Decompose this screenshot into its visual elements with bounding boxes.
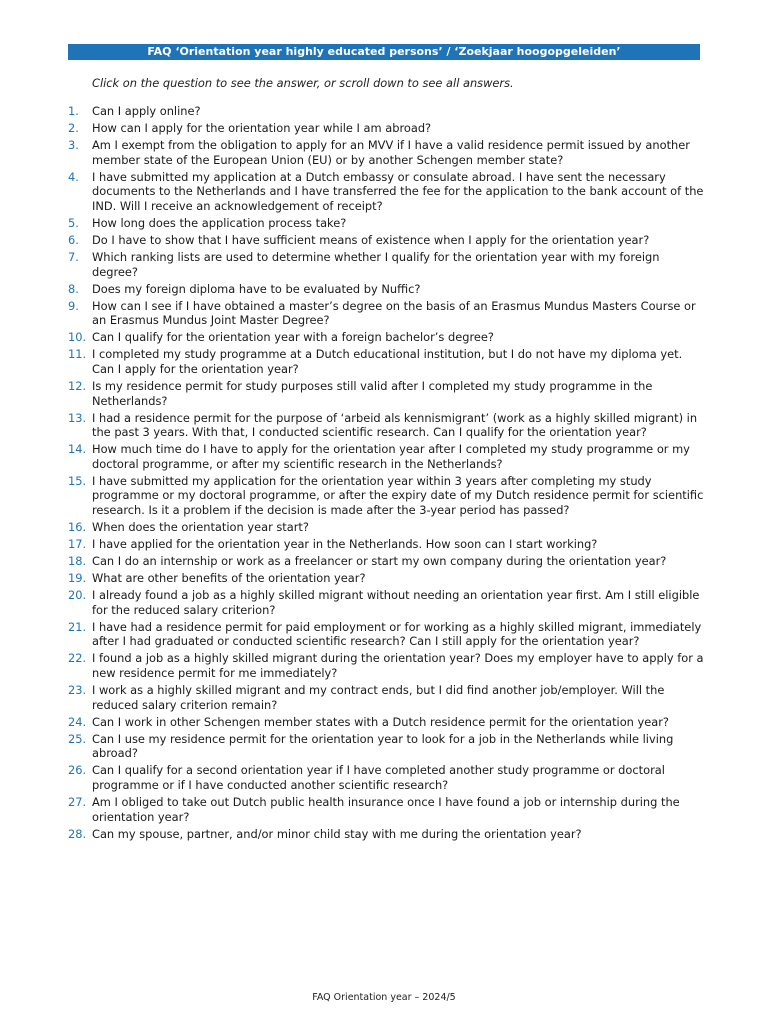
faq-question-link[interactable]: Can I qualify for the orientation year with a foreign bachelor’s degree? xyxy=(92,330,494,345)
faq-item xyxy=(68,282,704,297)
faq-question-link[interactable]: I have applied for the orientation year in the Netherlands. How soon can I start working? xyxy=(92,537,598,552)
faq-item-number: 2. xyxy=(68,121,79,136)
faq-item-number: 18. xyxy=(68,554,87,569)
faq-item xyxy=(68,121,704,136)
faq-item-number: 16. xyxy=(68,520,87,534)
faq-question-link[interactable]: Do I have to show that I have sufficient means of existence when I apply for the orientation year? xyxy=(92,232,650,247)
faq-item xyxy=(68,732,704,761)
faq-item-number: 14. xyxy=(68,442,87,457)
faq-question-link[interactable]: Can I use my residence permit for the orientation year to look for a job in the Netherlands while living abroad? xyxy=(92,731,674,761)
faq-question-link[interactable]: I had a residence permit for the purpose of ‘arbeid als kennismigrant’ (work as a highly skilled migrant) in the past 3 years. With that, I conducted scientific research. Can I qualify for the orientation year? xyxy=(92,410,698,440)
faq-question-link[interactable]: How long does the application process take? xyxy=(92,215,347,230)
faq-item-number: 15. xyxy=(68,473,87,488)
faq-item xyxy=(68,330,704,345)
faq-item-number: 4. xyxy=(68,169,79,184)
faq-question-link[interactable]: When does the orientation year start? xyxy=(92,520,309,534)
faq-question-link[interactable]: Can I work in other Schengen member states with a Dutch residence permit for the orientation year? xyxy=(92,714,669,729)
faq-item xyxy=(68,442,704,471)
faq-item-number: 13. xyxy=(68,410,87,425)
faq-item xyxy=(68,588,704,617)
faq-question-link[interactable]: I found a job as a highly skilled migrant during the orientation year? Does my employer have to apply for a new residence permit for me immediately? xyxy=(92,651,704,680)
faq-question-link[interactable]: Does my foreign diploma have to be evaluated by Nuffic? xyxy=(92,281,421,296)
faq-item-number: 3. xyxy=(68,138,79,153)
faq-item xyxy=(68,411,704,440)
page-footer: FAQ Orientation year – 2024/5 xyxy=(312,992,456,1003)
faq-item-number: 9. xyxy=(68,298,79,313)
faq-item xyxy=(68,520,704,535)
faq-item-number: 12. xyxy=(68,378,87,393)
faq-question-link[interactable]: Can I qualify for a second orientation year if I have completed another study programme or doctoral programme or if I have conducted another scientific research? xyxy=(92,763,665,792)
faq-item-number: 23. xyxy=(68,683,87,697)
faq-item xyxy=(68,138,704,167)
faq-item xyxy=(68,474,704,518)
faq-item xyxy=(68,347,704,376)
faq-item-number: 7. xyxy=(68,249,79,264)
faq-question-link[interactable]: What are other benefits of the orientation year? xyxy=(92,571,366,586)
faq-item xyxy=(68,683,704,712)
faq-item-number: 10. xyxy=(68,330,87,345)
faq-question-link[interactable]: I already found a job as a highly skilled migrant without needing an orientation year first. Am I still eligible for the reduced salary criterion? xyxy=(92,588,700,617)
faq-question-link[interactable]: Am I exempt from the obligation to apply for an MVV if I have a valid residence permit issued by another member state of the European Union (EU) or by another Schengen member state? xyxy=(92,138,690,167)
faq-item-number: 1. xyxy=(68,104,79,118)
faq-item-number: 27. xyxy=(68,794,87,809)
faq-question-link[interactable]: I have submitted my application for the orientation year within 3 years after completing my study programme or my doctoral programme, or after the expiry date of my Dutch residence permit for scientific research. Is it a problem if the decision is made after the 3-year period has passed? xyxy=(92,473,704,517)
faq-item-number: 5. xyxy=(68,215,79,230)
faq-question-link[interactable]: How much time do I have to apply for the orientation year after I completed my study programme or my doctoral programme, or after my scientific research in the Netherlands? xyxy=(92,442,690,471)
faq-question-link[interactable]: I completed my study programme at a Dutch educational institution, but I do not have my diploma yet. Can I apply for the orientation year? xyxy=(92,347,683,376)
faq-question-link[interactable]: I have submitted my application at a Dutch embassy or consulate abroad. I have sent the necessary documents to the Netherlands and I have transferred the fee for the application to the bank account of the IND. Will I receive an acknowledgement of receipt? xyxy=(92,169,704,213)
faq-item-number: 24. xyxy=(68,714,87,729)
faq-question-link[interactable]: How can I see if I have obtained a master’s degree on the basis of an Erasmus Mundus Masters Course or an Erasmus Mundus Joint Master Degree? xyxy=(92,298,696,328)
faq-item-number: 20. xyxy=(68,588,87,603)
faq-question-link[interactable]: How can I apply for the orientation year while I am abroad? xyxy=(92,121,432,136)
faq-question-link[interactable]: I have had a residence permit for paid employment or for working as a highly skilled migrant, immediately after I had graduated or conducted scientific research? Can I still apply for the orientation year? xyxy=(92,619,702,649)
faq-item xyxy=(68,715,704,730)
faq-question-link[interactable]: Is my residence permit for study purposes still valid after I completed my study programme in the Netherlands? xyxy=(92,378,653,408)
faq-item-number: 8. xyxy=(68,281,79,296)
faq-question-link[interactable]: I work as a highly skilled migrant and my contract ends, but I did find another job/employer. Will the reduced salary criterion remain? xyxy=(92,683,665,712)
faq-question-link[interactable]: Can I apply online? xyxy=(92,104,201,118)
faq-item xyxy=(68,537,704,552)
faq-item xyxy=(68,571,704,586)
faq-question-link[interactable]: Can my spouse, partner, and/or minor child stay with me during the orientation year? xyxy=(92,826,582,841)
faq-item xyxy=(68,250,704,279)
faq-question-link[interactable]: Which ranking lists are used to determine whether I qualify for the orientation year with my foreign degree? xyxy=(92,249,660,279)
faq-question-list xyxy=(68,104,704,844)
faq-item-number: 25. xyxy=(68,731,87,746)
faq-item xyxy=(68,620,704,649)
faq-item xyxy=(68,763,704,792)
faq-item-number: 17. xyxy=(68,537,87,552)
faq-item xyxy=(68,554,704,569)
faq-item xyxy=(68,170,704,214)
faq-item xyxy=(68,827,704,842)
faq-question-link[interactable]: Am I obliged to take out Dutch public health insurance once I have found a job or internship during the orientation year? xyxy=(92,794,680,824)
faq-item xyxy=(68,216,704,231)
faq-item xyxy=(68,795,704,824)
intro-instruction: Click on the question to see the answer, or scroll down to see all answers. xyxy=(92,76,514,90)
faq-item xyxy=(68,233,704,248)
faq-item-number: 19. xyxy=(68,571,87,586)
faq-item-number: 6. xyxy=(68,232,79,247)
faq-item-number: 26. xyxy=(68,763,87,778)
faq-item-number: 22. xyxy=(68,651,87,666)
faq-item xyxy=(68,104,704,119)
faq-item xyxy=(68,299,704,328)
faq-item-number: 21. xyxy=(68,619,87,634)
faq-item xyxy=(68,379,704,408)
faq-question-link[interactable]: Can I do an internship or work as a freelancer or start my own company during the orientation year? xyxy=(92,554,667,569)
faq-item-number: 28. xyxy=(68,826,87,841)
faq-item-number: 11. xyxy=(68,347,87,362)
document-title-banner: FAQ ‘Orientation year highly educated persons’ / ‘Zoekjaar hoogopgeleiden’ xyxy=(68,44,700,60)
faq-item xyxy=(68,651,704,680)
